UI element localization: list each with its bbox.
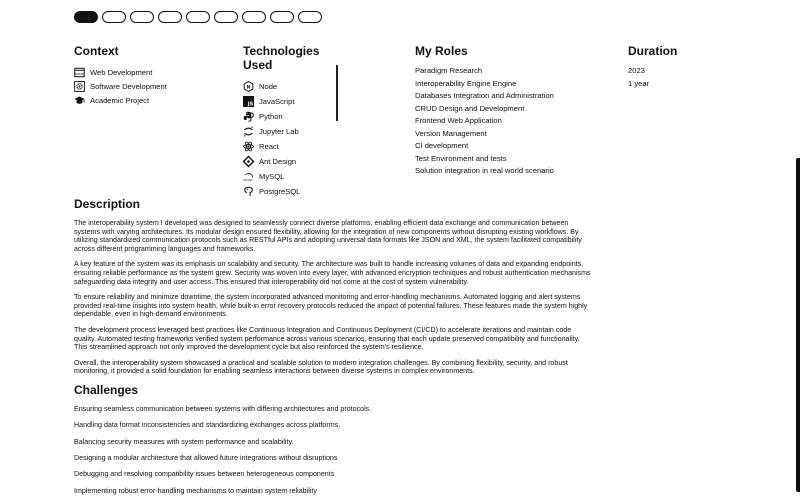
tech-item-label: React — [259, 142, 279, 151]
context-item-label: Web Development — [90, 67, 153, 77]
tech-item — [243, 154, 343, 169]
svg-text:www: www — [75, 71, 84, 76]
technologies-title: Technologies Used — [243, 44, 320, 72]
description-paragraph: The development process leveraged best practices like Continuous Integration and Continuous Deployment (CI/CD) to accelerate iterations and maintain code quality. Automated testing frameworks verified system performance across various scenarios, ensuring that each update preserved compatibility and functionality. This streamlined approach not only improved the development cycle but also reinforced the system's resilience. — [74, 325, 580, 352]
tech-item-label: Node — [259, 82, 278, 91]
duration-section — [628, 44, 728, 90]
carousel-pager — [74, 11, 322, 23]
pager-dot[interactable] — [242, 11, 266, 23]
jupyter-icon — [243, 126, 254, 137]
context-item-label: Software Development — [90, 81, 167, 91]
duration-title: Duration — [628, 44, 678, 58]
tech-item-label: Jupyter Lab — [259, 127, 299, 136]
nodejs-icon — [243, 81, 254, 92]
challenge-item: Balancing security measures with system performance and scalability. — [74, 437, 294, 446]
roles-title: My Roles — [415, 44, 468, 58]
javascript-icon — [243, 96, 254, 107]
context-item-label: Academic Project — [90, 95, 150, 105]
technologies-section — [243, 44, 343, 196]
description-paragraph: Overall, the interoperability system showcased a practical and scalable solution to modern integration challenges. By combining flexibility, security, and robust monitoring, it provided a solid foundation for enabling seamless interactions between diverse systems in complex environments. — [74, 358, 568, 376]
tech-item-label: JavaScript — [259, 97, 295, 106]
context-section — [74, 44, 234, 107]
description-paragraph: A key feature of the system was its emphasis on scalability and security. The architecture was built to handle increasing volumes of data and expanding endpoints, ensuring reliable performance as the system grew. Security was woven into every layer, with advanced encryption techniques and robust authentication mechanisms safeguarding data integrity and user access. This ensured that interoperability did not come at the cost of system vulnerability. — [74, 260, 591, 286]
tech-item-label: MySQL — [259, 172, 285, 181]
tech-item-label: PostgreSQL — [259, 187, 301, 196]
postgresql-icon — [243, 186, 254, 197]
graduation-cap-icon — [74, 95, 85, 106]
tech-item-label: Ant Design — [259, 157, 297, 166]
challenge-item: Implementing robust error-handling mechanisms to maintain system reliability — [74, 486, 317, 495]
challenge-item: Ensuring seamless communication between systems with differing architectures and protocols. — [74, 404, 372, 413]
tech-item — [243, 124, 343, 139]
duration-length: 1 year — [628, 78, 650, 88]
gear-icon — [74, 81, 85, 92]
pager-dot[interactable] — [158, 11, 182, 23]
challenge-item: Debugging and resolving compatibility issues between heterogeneous components — [74, 470, 335, 479]
tech-item — [243, 109, 343, 124]
pager-dot[interactable] — [74, 11, 98, 23]
react-icon — [243, 141, 254, 152]
context-title: Context — [74, 44, 119, 58]
context-item — [74, 93, 234, 107]
technologies-scrollbar[interactable] — [336, 65, 338, 121]
context-item — [74, 79, 234, 93]
pager-dot[interactable] — [298, 11, 322, 23]
page-scrollbar[interactable] — [796, 158, 800, 492]
technologies-list[interactable] — [243, 79, 343, 196]
python-icon — [243, 111, 254, 122]
pager-dot[interactable] — [214, 11, 238, 23]
context-item — [74, 65, 234, 79]
description-paragraph: The interoperability system I developed was designed to seamlessly connect diverse platforms, enabling efficient data exchange and communication between systems with varying architectures. Its modular design ensured flexibility, allowing for the integration of new components without disrupting existing workflows. By utilizing standardized communication protocols such as RESTful APIs and adopting universal data formats like JSON and XML, the system facilitated compatibility across different programming languages and frameworks. — [74, 219, 582, 253]
pager-dot[interactable] — [130, 11, 154, 23]
tech-item — [243, 94, 343, 109]
tech-item-label: Python — [259, 112, 283, 121]
role-item: Solution integration in real world scenario — [415, 166, 554, 175]
roles-section — [415, 44, 615, 178]
role-item: Interoperability Engine Engine — [415, 78, 517, 88]
description-title: Description — [74, 197, 141, 211]
tech-item — [243, 79, 343, 94]
web-icon — [74, 67, 85, 78]
role-item: Frontend Web Application — [415, 116, 502, 125]
pager-dot[interactable] — [186, 11, 210, 23]
svg-text:JS: JS — [247, 101, 254, 108]
role-item: Version Management — [415, 128, 487, 138]
pager-dot[interactable] — [102, 11, 126, 23]
svg-text:N: N — [246, 85, 251, 91]
ant-design-icon — [243, 156, 254, 167]
challenge-item: Designing a modular architecture that allowed future integrations without disruptions — [74, 454, 338, 463]
tech-item — [243, 139, 343, 154]
challenges-title: Challenges — [74, 382, 139, 397]
mysql-icon — [243, 171, 254, 182]
svg-text:MySQL: MySQL — [243, 177, 253, 182]
role-item: Paradigm Research — [415, 66, 483, 75]
role-item: Databases Integration and Administration — [415, 91, 554, 100]
description-paragraph: To ensure reliability and minimize downtime, the system incorporated advanced monitoring and error-handling mechanisms. Automated logging and alert systems provided real-time insights into system health, while built-in error recovery protocols reduced the impact of potential failures. These features made the system highly dependable, even in high-demand environments. — [74, 293, 588, 319]
duration-year: 2023 — [628, 66, 645, 75]
pager-dot[interactable] — [270, 11, 294, 23]
role-item: CRUD Design and Development — [415, 103, 525, 113]
tech-item — [243, 169, 343, 184]
role-item: CI development — [415, 141, 469, 150]
challenge-item: Handling data format inconsistencies and standardizing exchanges across platforms. — [74, 421, 341, 430]
role-item: Test Environment and tests — [415, 153, 507, 163]
main-content — [74, 197, 594, 503]
